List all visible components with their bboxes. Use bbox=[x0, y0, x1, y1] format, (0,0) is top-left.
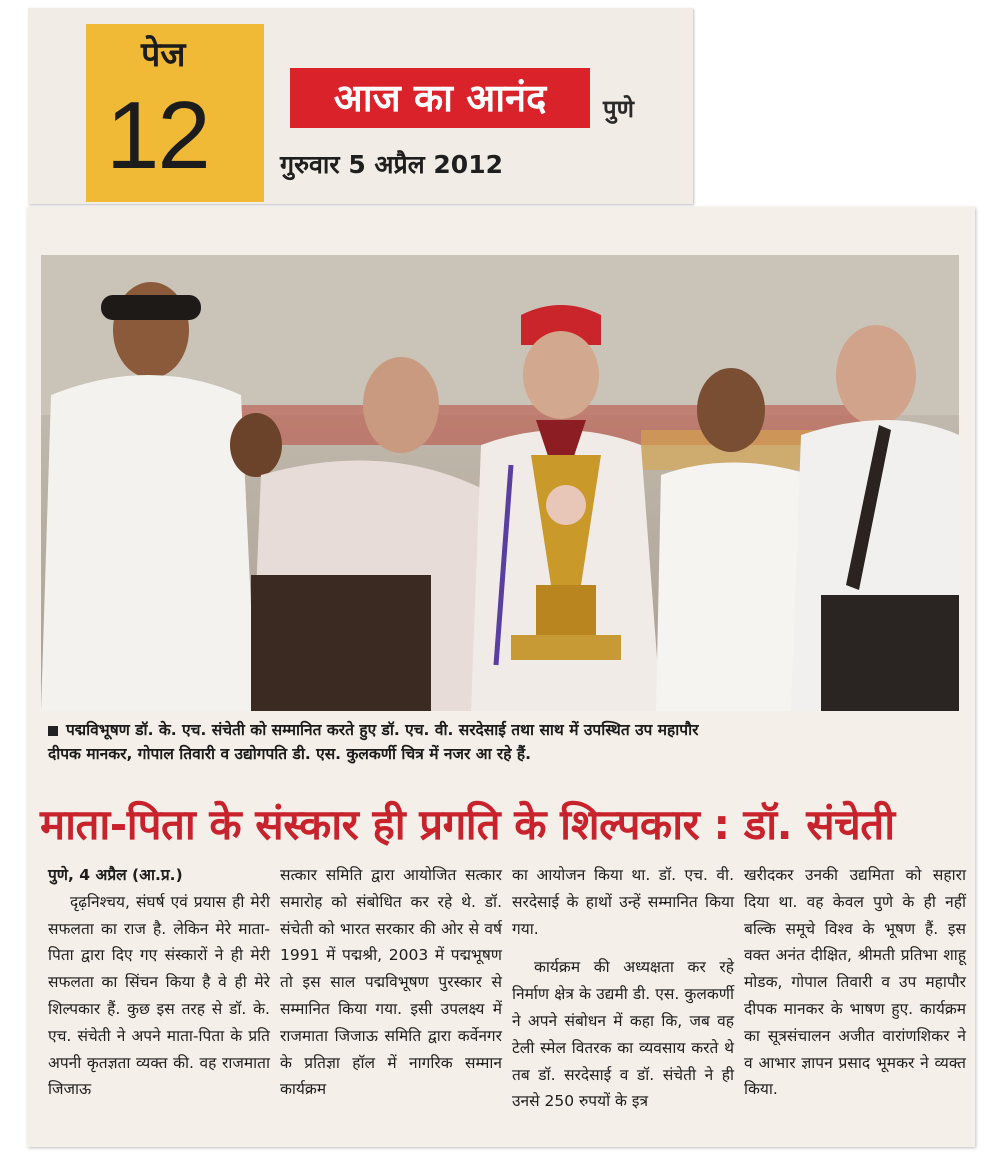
photo-caption bbox=[48, 718, 968, 766]
paragraph: कार्यक्रम की अध्यक्षता कर रहे निर्माण क्षेत्र के उद्यमी डी. एस. कुलकर्णी ने अपने संबोधन में कहा कि, जब वह टेली स्मेल वितरक का व्यवसाय करते थे तब डॉ. सरदेसाई व डॉ. संचेती ने ही उनसे 250 रुपयों के इत्र bbox=[512, 958, 734, 1111]
paragraph: का आयोजन किया था. डॉ. एच. वी. सरदेसाई के हाथों उन्हें सम्मानित किया गया. bbox=[512, 866, 734, 938]
article-column-4 bbox=[744, 862, 966, 1103]
paragraph: खरीदकर उनकी उद्यमिता को सहारा दिया था. वह केवल पुणे के ही नहीं बल्कि समूचे विश्व के भूषण हैं. इस वक्त अनंत दीक्षित, श्रीमती प्रतिभा शाहू मोडक, गोपाल तिवारी व उप महापौर दीपक मानकर के भाषण हुए. कार्यक्रम का सूत्रसंचालन अजीत वारांणशिकर ने व आभार ज्ञापन प्रसाद भूमकर ने व्यक्त किया. bbox=[744, 866, 966, 1099]
issue-date: गुरुवार 5 अप्रैल 2012 bbox=[280, 150, 503, 179]
masthead-title: आज का आनंद bbox=[290, 68, 590, 128]
news-photo bbox=[41, 255, 959, 711]
article-column-3 bbox=[512, 862, 734, 1115]
page-number-box bbox=[86, 24, 264, 202]
paragraph: दृढ़निश्चय, संघर्ष एवं प्रयास ही मेरी सफलता का राज है. लेकिन मेरे माता-पिता द्वारा दिए गए संस्कारों ने ही मेरी सफलता का सिंचन किया है वे ही मेरे शिल्पकार हैं. कुछ इस तरह से डॉ. के. एच. संचेती ने अपने माता-पिता के प्रति अपनी कृतज्ञता व्यक्त की. वह राजमाता जिजाऊ bbox=[48, 892, 270, 1099]
page-number: 12 bbox=[106, 82, 209, 189]
caption-line-1: पद्मविभूषण डॉ. के. एच. संचेती को सम्मानित करते हुए डॉ. एच. वी. सरदेसाई तथा साथ में उपस्थित उप महापौर bbox=[66, 721, 699, 739]
article-headline: माता-पिता के संस्कार ही प्रगति के शिल्पकार : डॉ. संचेती bbox=[40, 800, 895, 849]
photo-illustration bbox=[41, 255, 959, 711]
article-column-2 bbox=[280, 862, 502, 1103]
article-body bbox=[48, 862, 968, 1142]
masthead-city: पुणे bbox=[603, 95, 634, 123]
caption-line-2: दीपक मानकर, गोपाल तिवारी व उद्योगपति डी. एस. कुलकर्णी चित्र में नजर आ रहे हैं. bbox=[48, 745, 532, 763]
article-dateline: पुणे, 4 अप्रैल (आ.प्र.) bbox=[48, 866, 183, 884]
caption-bullet-icon bbox=[48, 726, 58, 736]
page-label: पेज bbox=[141, 35, 186, 75]
paragraph: सत्कार समिति द्वारा आयोजित सत्कार समारोह को संबोधित कर रहे थे. डॉ. संचेती को भारत सरकार की ओर से वर्ष 1991 में पद्मश्री, 2003 में पद्मभूषण तो इस साल पद्मविभूषण पुरस्कार से सम्मानित किया गया. इसी उपलक्ष्य में राजमाता जिजाऊ समिति द्वारा कर्वेनगर के प्रतिज्ञा हॉल में नागरिक सम्मान कार्यक्रम bbox=[280, 866, 502, 1099]
article-column-1 bbox=[48, 862, 270, 1103]
